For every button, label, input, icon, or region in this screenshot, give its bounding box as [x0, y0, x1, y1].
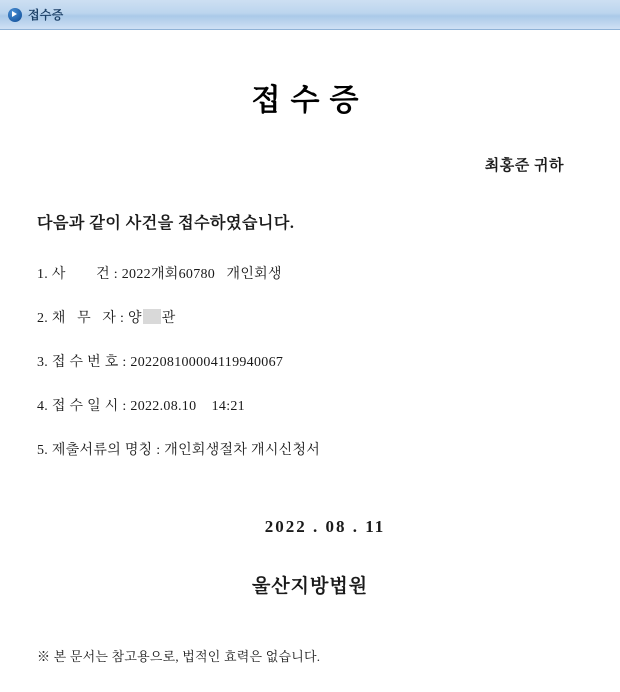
item-label: 3. 접 수 번 호 :: [37, 355, 131, 370]
item-value-before: 양: [127, 311, 142, 326]
window-title: 접수증: [28, 8, 64, 22]
item-label: 1. 사 건 :: [37, 267, 122, 282]
list-item: [37, 351, 586, 371]
item-value-after: 관: [161, 311, 176, 326]
redaction-block: [143, 309, 161, 324]
addressee: 최홍준 귀하: [484, 158, 564, 174]
item-value: 개인회생절차 개시신청서: [164, 443, 321, 458]
arrow-circle-icon: [8, 8, 22, 22]
item-value: 2022.08.10 14:21: [130, 399, 245, 414]
list-item: [37, 307, 586, 327]
item-label: 5. 제출서류의 명칭 :: [37, 443, 165, 458]
issue-date: 2022 . 08 . 11: [264, 517, 386, 536]
window-titlebar: [0, 0, 620, 30]
item-value: 2022개회60780 개인회생: [121, 267, 282, 282]
item-label: 2. 채 무 자 :: [37, 311, 128, 326]
item-value: 202208100004119940067: [130, 355, 284, 370]
list-item: [37, 395, 586, 415]
list-item: [37, 263, 586, 283]
item-label: 4. 접 수 일 시 :: [37, 399, 131, 414]
receipt-item-list: [34, 263, 586, 459]
document-body: [0, 75, 620, 665]
footnote: ※ 본 문서는 참고용으로, 법적인 효력은 없습니다.: [37, 649, 321, 664]
page-title: 접수증: [251, 84, 369, 117]
list-item: [37, 439, 586, 459]
lead-text: 다음과 같이 사건을 접수하였습니다.: [37, 215, 295, 232]
court-name: 울산지방법원: [251, 576, 369, 597]
